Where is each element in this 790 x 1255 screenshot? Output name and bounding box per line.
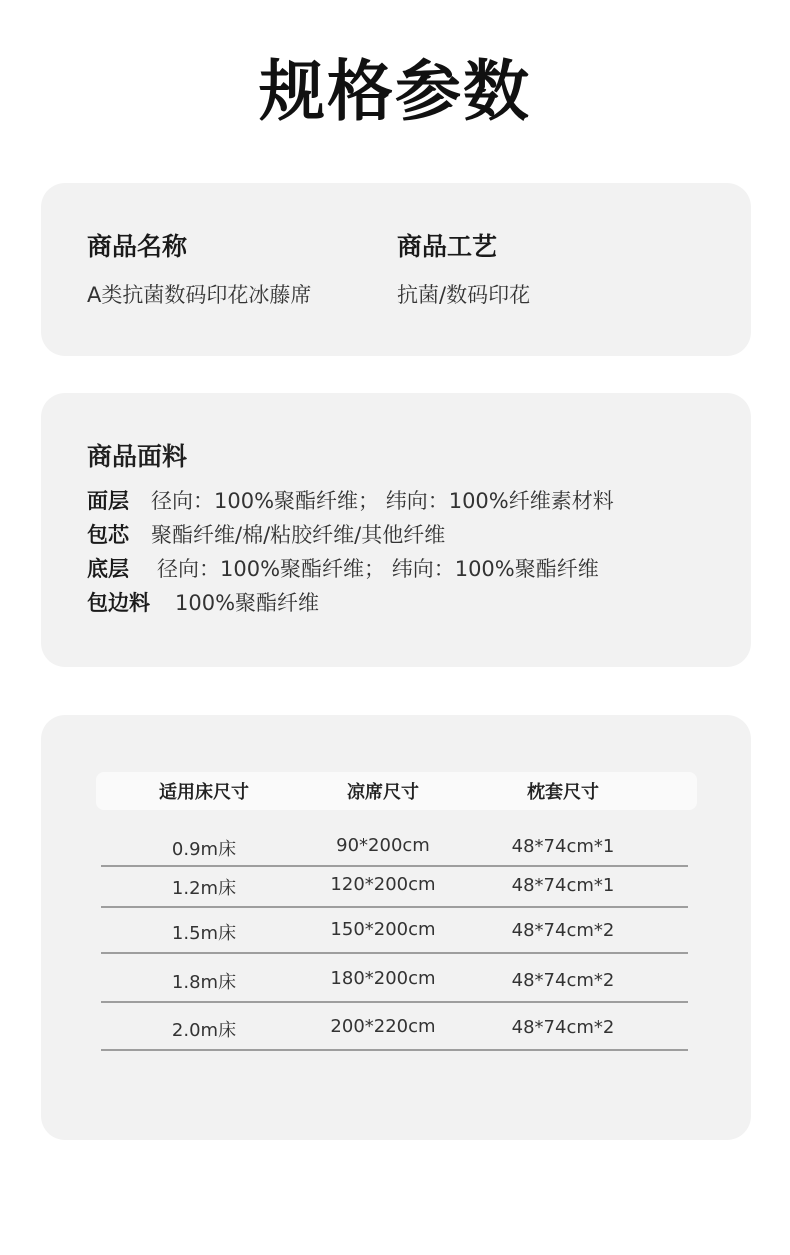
fabric-list bbox=[87, 484, 614, 620]
cell-bed-size: 0.9m床 bbox=[171, 839, 237, 860]
table-row bbox=[101, 1003, 688, 1051]
cell-bed-size: 1.8m床 bbox=[171, 972, 237, 993]
cell-mat-size: 120*200cm bbox=[330, 874, 436, 895]
fabric-row-binding bbox=[87, 586, 614, 620]
fabric-value: 聚酯纤维/棉/粘胶纤维/其他纤维 bbox=[151, 523, 446, 547]
product-craft-value: 抗菌/数码印花 bbox=[397, 283, 531, 307]
cell-bed-size: 1.5m床 bbox=[171, 923, 237, 944]
table-row bbox=[101, 867, 688, 908]
cell-bed-size: 1.2m床 bbox=[171, 878, 237, 899]
product-name-value: A类抗菌数码印花冰藤席 bbox=[87, 283, 312, 307]
page-title: 规格参数 bbox=[259, 53, 531, 130]
cell-mat-size: 90*200cm bbox=[336, 835, 430, 856]
basic-info-card bbox=[41, 183, 751, 356]
product-craft-label: 商品工艺 bbox=[397, 232, 498, 261]
size-card bbox=[41, 715, 751, 1140]
cell-pillowcase-size: 48*74cm*2 bbox=[511, 1017, 615, 1038]
product-craft-field bbox=[397, 227, 530, 309]
fabric-row-bottom bbox=[87, 552, 614, 586]
table-header bbox=[96, 772, 697, 810]
table-row bbox=[101, 908, 688, 954]
cell-pillowcase-size: 48*74cm*1 bbox=[511, 836, 615, 857]
fabric-key: 面层 bbox=[87, 489, 129, 513]
cell-bed-size: 2.0m床 bbox=[171, 1020, 237, 1041]
cell-mat-size: 150*200cm bbox=[330, 919, 436, 940]
size-table bbox=[96, 772, 697, 1051]
product-name-field bbox=[87, 227, 311, 309]
fabric-value: 100%聚酯纤维 bbox=[175, 591, 320, 615]
cell-pillowcase-size: 48*74cm*2 bbox=[511, 920, 615, 941]
cell-pillowcase-size: 48*74cm*2 bbox=[511, 970, 615, 991]
header-mat-size: 凉席尺寸 bbox=[347, 782, 419, 803]
cell-mat-size: 200*220cm bbox=[330, 1016, 436, 1037]
table-row bbox=[101, 810, 688, 867]
fabric-key: 包芯 bbox=[87, 523, 129, 547]
cell-mat-size: 180*200cm bbox=[330, 968, 436, 989]
fabric-row-surface bbox=[87, 484, 614, 518]
product-name-label: 商品名称 bbox=[87, 232, 188, 261]
header-bed-size: 适用床尺寸 bbox=[159, 782, 249, 803]
fabric-card bbox=[41, 393, 751, 667]
fabric-heading: 商品面料 bbox=[87, 442, 188, 471]
fabric-value: 径向：100%聚酯纤维； 纬向：100%纤维素材料 bbox=[151, 489, 614, 513]
fabric-value: 径向：100%聚酯纤维； 纬向：100%聚酯纤维 bbox=[157, 557, 599, 581]
cell-pillowcase-size: 48*74cm*1 bbox=[511, 875, 615, 896]
header-pillowcase-size: 枕套尺寸 bbox=[527, 782, 599, 803]
fabric-key: 底层 bbox=[87, 557, 129, 581]
table-row bbox=[101, 954, 688, 1003]
fabric-key: 包边料 bbox=[87, 591, 150, 615]
fabric-row-core bbox=[87, 518, 614, 552]
